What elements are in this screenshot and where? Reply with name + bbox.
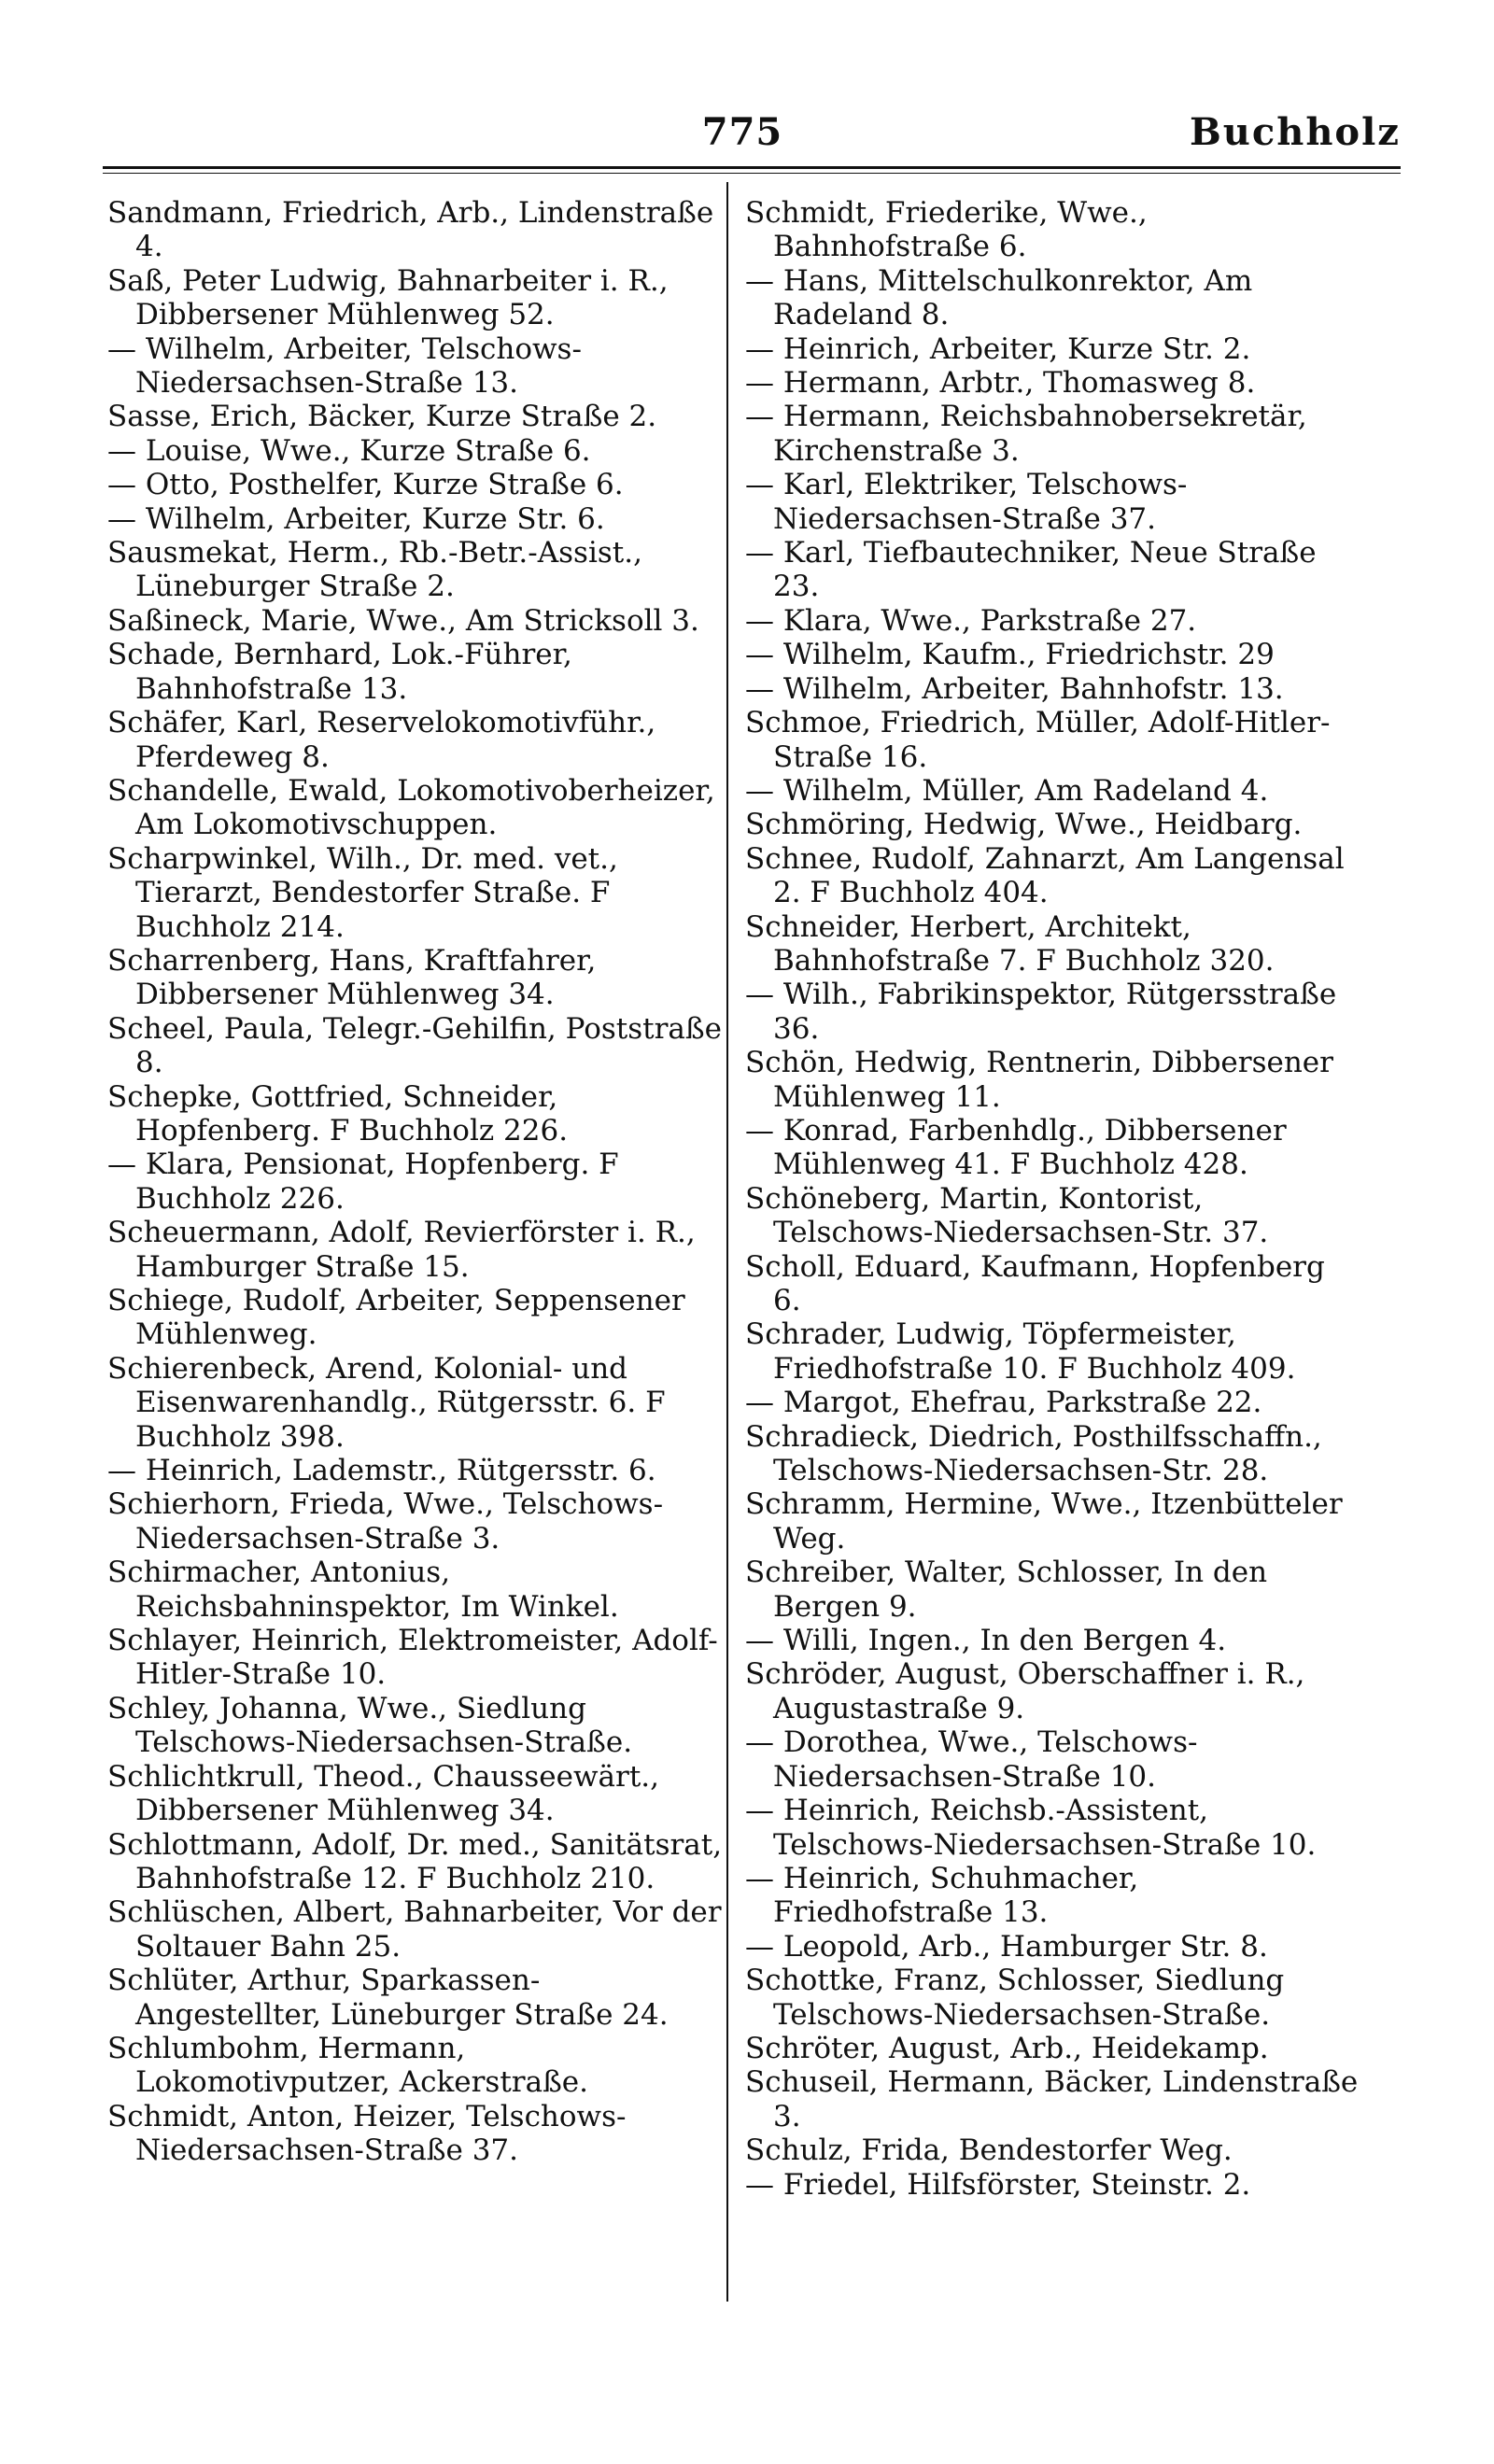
directory-entry: Schröder, August, Oberschaffner i. R., Augustastraße 9. (745, 1657, 1305, 1725)
directory-entry: Schuseil, Hermann, Bäcker, Lindenstraße 3. (745, 2065, 1359, 2133)
header-rule-thin (103, 173, 1401, 174)
directory-entry: Schiege, Rudolf, Arbeiter, Seppensener Mühlenweg. (107, 1284, 685, 1352)
directory-entry: — Karl, Elektriker, Telschows-Niedersachsen-Straße 37. (745, 468, 1188, 536)
directory-entry: Scharrenberg, Hans, Kraftfahrer, Dibbersener Mühlenweg 34. (107, 943, 597, 1012)
directory-entry: Sasse, Erich, Bäcker, Kurze Straße 2. (107, 400, 657, 434)
directory-entry: Schlichtkrull, Theod., Chausseewärt., Dibbersener Mühlenweg 34. (107, 1759, 659, 1828)
directory-entry: — Karl, Tiefbautechniker, Neue Straße 23. (745, 536, 1317, 604)
directory-entry: — Otto, Posthelfer, Kurze Straße 6. (107, 468, 624, 502)
directory-entry: Schmidt, Anton, Heizer, Telschows-Niedersachsen-Straße 37. (107, 2099, 627, 2168)
directory-entry: Schreiber, Walter, Schlosser, In den Bergen 9. (745, 1556, 1268, 1624)
right-column (745, 196, 1361, 2202)
directory-entry: — Klara, Pensionat, Hopfenberg. F Buchholz 226. (107, 1148, 619, 1216)
directory-entry: Schnee, Rudolf, Zahnarzt, Am Langensal 2. F Buchholz 404. (745, 841, 1345, 910)
directory-entry: — Margot, Ehefrau, Parkstraße 22. (745, 1386, 1262, 1420)
directory-entry: — Willi, Ingen., In den Bergen 4. (745, 1624, 1227, 1658)
directory-entry: Schäfer, Karl, Reservelokomotivführ., Pferdeweg 8. (107, 706, 656, 774)
directory-entry: — Hans, Mittelschulkonrektor, Am Radeland 8. (745, 263, 1253, 332)
directory-entry: — Wilh., Fabrikinspektor, Rütgersstraße 36. (745, 978, 1337, 1046)
column-divider (726, 182, 728, 2302)
directory-entry: Schmidt, Friederike, Wwe., Bahnhofstraße 6. (745, 196, 1148, 264)
directory-entry: Scholl, Eduard, Kaufmann, Hopfenberg 6. (745, 1249, 1325, 1317)
directory-entry: — Leopold, Arb., Hamburger Str. 8. (745, 1929, 1268, 1964)
directory-entry: Schlüter, Arthur, Sparkassen-Angestellter, Lüneburger Straße 24. (107, 1964, 669, 2032)
directory-entry: — Wilhelm, Arbeiter, Kurze Str. 6. (107, 501, 605, 536)
header-rule (103, 166, 1401, 169)
directory-entry: — Wilhelm, Arbeiter, Telschows-Niedersachsen-Straße 13. (107, 331, 582, 401)
directory-entry: Schlottmann, Adolf, Dr. med., Sanitätsrat, Bahnhofstraße 12. F Buchholz 210. (107, 1827, 723, 1895)
directory-entry: — Klara, Wwe., Parkstraße 27. (745, 603, 1197, 638)
directory-entry: Saßineck, Marie, Wwe., Am Stricksoll 3. (107, 603, 699, 638)
directory-entry: — Hermann, Arbtr., Thomasweg 8. (745, 366, 1256, 401)
directory-entry: Schneider, Herbert, Architekt, Bahnhofstraße 7. F Buchholz 320. (745, 909, 1275, 978)
directory-entry: — Hermann, Reichsbahnobersekretär, Kirchenstraße 3. (745, 400, 1307, 468)
directory-entry: Schmöring, Hedwig, Wwe., Heidbarg. (745, 808, 1303, 842)
directory-entry: Sausmekat, Herm., Rb.-Betr.-Assist., Lüneburger Straße 2. (107, 536, 642, 604)
directory-entry: Schradieck, Diedrich, Posthilfsschaffn., Telschows-Niedersachsen-Str. 28. (745, 1419, 1322, 1488)
directory-entry: Schön, Hedwig, Rentnerin, Dibbersener Mühlenweg 11. (745, 1046, 1333, 1114)
directory-entry: — Konrad, Farbenhdlg., Dibbersener Mühlenweg 41. F Buchholz 428. (745, 1113, 1287, 1182)
page-number: 775 (701, 110, 783, 154)
directory-entry: Schramm, Hermine, Wwe., Itzenbütteler Weg. (745, 1487, 1343, 1556)
directory-entry: Schlüschen, Albert, Bahnarbeiter, Vor der Soltauer Bahn 25. (107, 1895, 722, 1964)
directory-entry: — Wilhelm, Kaufm., Friedrichstr. 29 (745, 638, 1275, 672)
directory-entry: — Friedel, Hilfsförster, Steinstr. 2. (745, 2167, 1251, 2202)
directory-entry: Schirmacher, Antonius, Reichsbahninspektor, Im Winkel. (107, 1556, 619, 1624)
directory-entry: Saß, Peter Ludwig, Bahnarbeiter i. R., Dibbersener Mühlenweg 52. (107, 263, 669, 332)
directory-entry: Scheel, Paula, Telegr.-Gehilfin, Poststraße 8. (107, 1011, 722, 1080)
left-column (107, 196, 724, 2168)
directory-entry: — Wilhelm, Arbeiter, Bahnhofstr. 13. (745, 671, 1284, 706)
directory-entry: Schrader, Ludwig, Töpfermeister, Friedhofstraße 10. F Buchholz 409. (745, 1317, 1296, 1386)
directory-entry: Schandelle, Ewald, Lokomotivoberheizer, Am Lokomotivschuppen. (107, 773, 715, 842)
directory-entry: — Heinrich, Schuhmacher, Friedhofstraße 13. (745, 1861, 1139, 1930)
directory-entry: Schlayer, Heinrich, Elektromeister, Adolf-Hitler-Straße 10. (107, 1624, 718, 1692)
directory-entry: Schierenbeck, Arend, Kolonial- und Eisenwarenhandlg., Rütgersstr. 6. F Buchholz 398. (107, 1351, 666, 1454)
directory-entry: Schade, Bernhard, Lok.-Führer, Bahnhofstraße 13. (107, 638, 572, 706)
directory-entry: — Wilhelm, Müller, Am Radeland 4. (745, 773, 1269, 808)
directory-entry: Sandmann, Friedrich, Arb., Lindenstraße 4. (107, 196, 714, 264)
page-header (84, 110, 1401, 157)
directory-entry: Schöneberg, Martin, Kontorist, Telschows-Niedersachsen-Str. 37. (745, 1181, 1269, 1250)
directory-entry: Schierhorn, Frieda, Wwe., Telschows-Niedersachsen-Straße 3. (107, 1487, 664, 1556)
directory-entry: Scharpwinkel, Wilh., Dr. med. vet., Tierarzt, Bendestorfer Straße. F Buchholz 214. (107, 841, 618, 944)
directory-entry: — Heinrich, Arbeiter, Kurze Str. 2. (745, 331, 1251, 366)
directory-entry: Schepke, Gottfried, Schneider, Hopfenberg. F Buchholz 226. (107, 1079, 569, 1148)
directory-entry: Schulz, Frida, Bendestorfer Weg. (745, 2133, 1233, 2168)
directory-entry: Schley, Johanna, Wwe., Siedlung Telschows-Niedersachsen-Straße. (107, 1691, 633, 1760)
directory-entry: — Heinrich, Reichsb.-Assistent, Telschows-Niedersachsen-Straße 10. (745, 1794, 1317, 1862)
directory-entry: — Heinrich, Lademstr., Rütgersstr. 6. (107, 1454, 656, 1488)
directory-entry: Schmoe, Friedrich, Müller, Adolf-Hitler-Straße 16. (745, 706, 1331, 774)
directory-entry: Scheuermann, Adolf, Revierförster i. R., Hamburger Straße 15. (107, 1216, 696, 1284)
directory-entry: — Dorothea, Wwe., Telschows-Niedersachsen-Straße 10. (745, 1725, 1198, 1794)
directory-entry: Schröter, August, Arb., Heidekamp. (745, 2031, 1269, 2065)
running-head: Buchholz (1190, 110, 1401, 154)
directory-entry: Schottke, Franz, Schlosser, Siedlung Telschows-Niedersachsen-Straße. (745, 1964, 1285, 2032)
directory-entry: — Louise, Wwe., Kurze Straße 6. (107, 433, 591, 468)
directory-entry: Schlumbohm, Hermann, Lokomotivputzer, Ackerstraße. (107, 2031, 588, 2100)
